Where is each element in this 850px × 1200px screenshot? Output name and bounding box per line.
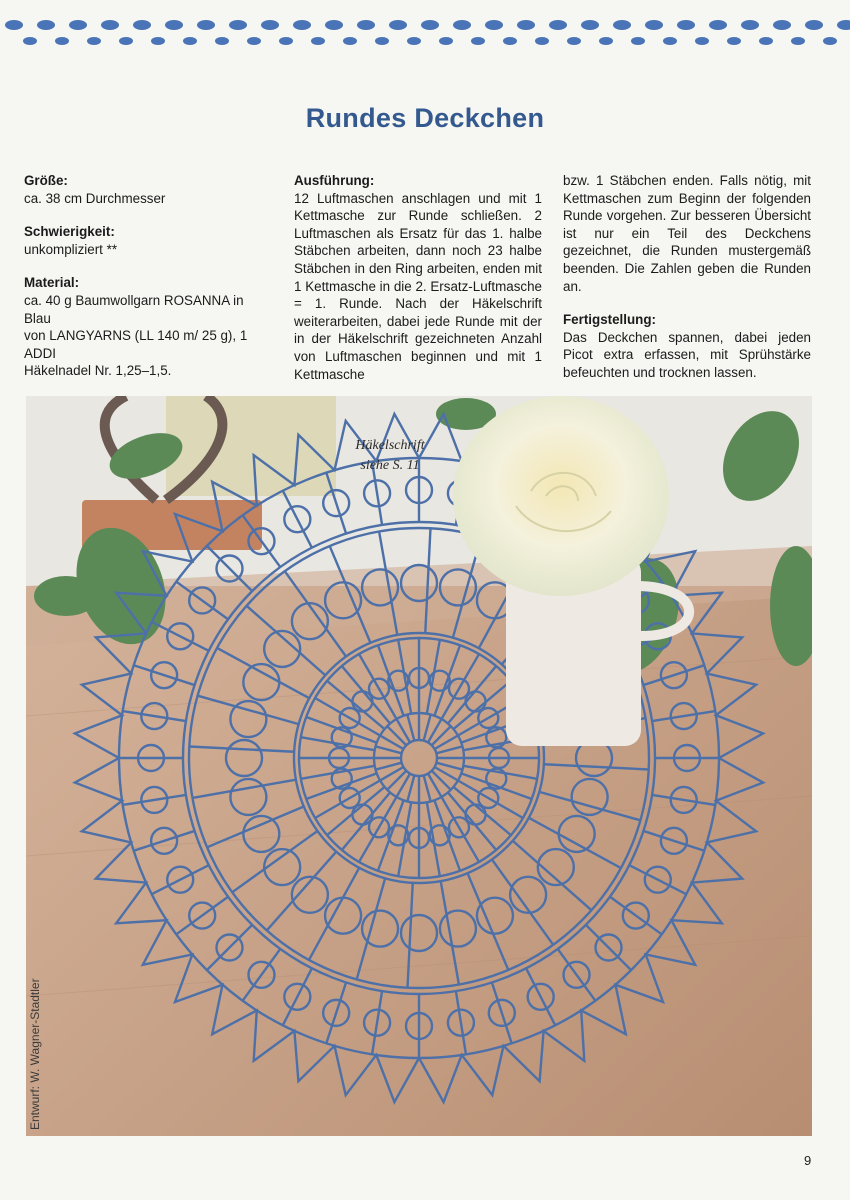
- chart-reference-line-1: Häkelschrift: [355, 438, 425, 453]
- design-credit: Entwurf: W. Wagner-Stadtler: [28, 978, 42, 1130]
- decorative-dot-border: [0, 18, 850, 48]
- material-label: Material:: [24, 275, 80, 291]
- material-line-3: Häkelnadel Nr. 1,25–1,5.: [24, 363, 172, 379]
- instructions-text: 12 Luftmaschen anschlagen und mit 1 Kettmasche zur Runde schließen. 2 Luftmaschen als Ersatz für das 1. halbe Stäbchen arbeiten, dann noch 23 halbe Stäbchen in den Ring arbeiten, enden mit 1 Kettmasche in die 2. Ersatz-Luftmasche = 1. Runde. Nach der Häkelschrift weiterarbeiten, dabei jede Runde mit der in der Häkelschrift gezeichneten Anzahl von Luftmaschen beginnen und mit 1 Kettmasche: [294, 190, 542, 382]
- finishing-heading: Fertigstellung:: [563, 312, 656, 328]
- chart-reference-line-2: siehe S. 11: [360, 458, 420, 473]
- page-number: 9: [804, 1153, 812, 1168]
- instructions-continued-column: [563, 172, 811, 382]
- difficulty-value: unkompliziert **: [24, 241, 118, 257]
- details-column: [24, 172, 274, 380]
- page-title: Rundes Deckchen: [305, 103, 545, 133]
- difficulty-label: Schwierigkeit:: [24, 224, 115, 240]
- material-line-1: ca. 40 g Baumwollgarn ROSANNA in Blau: [24, 292, 244, 326]
- chart-reference-note: [330, 436, 450, 476]
- material-line-2: von LANGYARNS (LL 140 m/ 25 g), 1 ADDI: [24, 328, 248, 361]
- instructions-continued-text: bzw. 1 Stäbchen enden. Falls nötig, mit Kettmaschen zum Beginn der folgenden Runde vorgehen. Zur besseren Übersicht ist nur ein Teil des Deckchens gezeichnet, die Runden mustergemäß beenden. Die Zahlen geben die Runden an.: [563, 173, 811, 294]
- doily-illustration: [26, 396, 812, 1136]
- finishing-text: Das Deckchen spannen, dabei jeden Picot extra erfassen, mit Sprühstärke befeuchten und trocknen lassen.: [563, 329, 811, 380]
- instructions-column: [294, 172, 542, 383]
- size-value: ca. 38 cm Durchmesser: [24, 190, 166, 206]
- instructions-heading: Ausführung:: [294, 173, 375, 188]
- doily-photo: [26, 396, 812, 1136]
- size-label: Größe:: [24, 173, 68, 188]
